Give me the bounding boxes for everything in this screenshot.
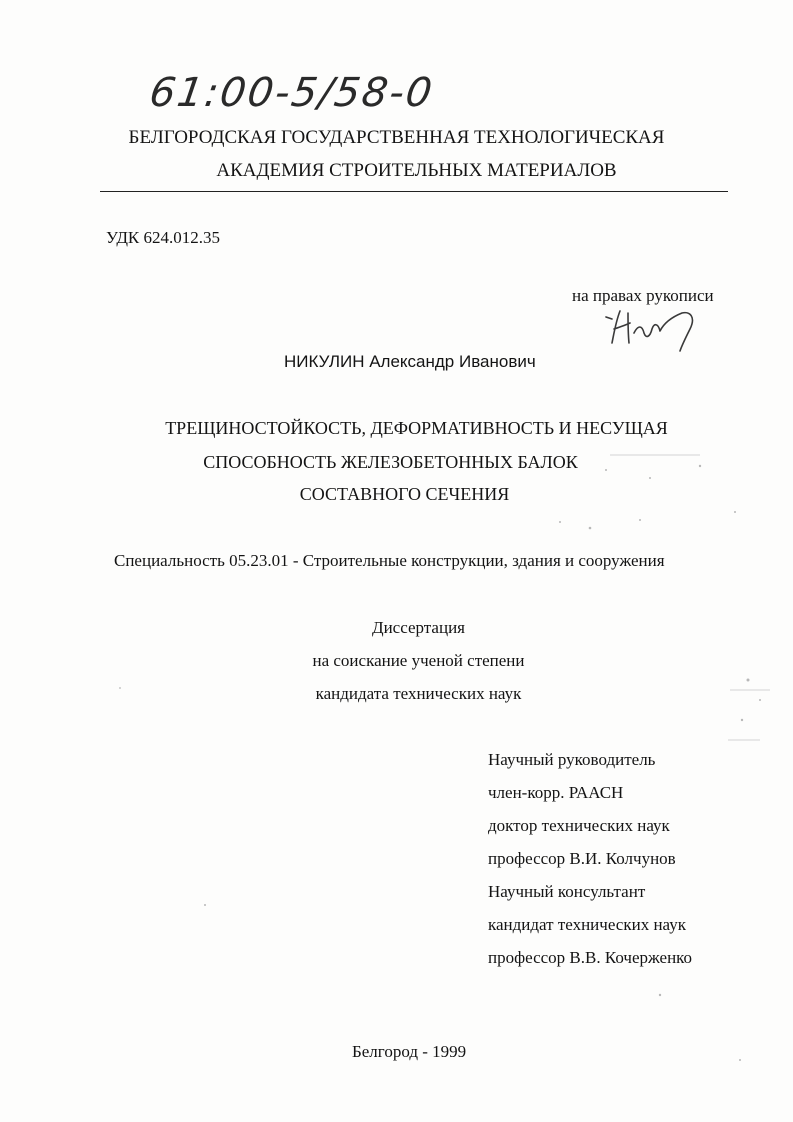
advisor-line: профессор В.В. Кочерженко xyxy=(488,948,693,967)
city-year: Белгород - 1999 xyxy=(352,1042,467,1061)
dissertation-line-2: на соискание ученой степени xyxy=(312,651,525,670)
advisor-line: член-корр. РААСН xyxy=(488,783,624,802)
dissertation-line-3: кандидата технических наук xyxy=(315,684,522,703)
udc-code: УДК 624.012.35 xyxy=(106,228,221,247)
dissertation-line-1: Диссертация xyxy=(371,618,465,637)
title-line-2: СПОСОБНОСТЬ ЖЕЛЕЗОБЕТОННЫХ БАЛОК xyxy=(203,452,578,472)
title-line-1: ТРЕЩИНОСТОЙКОСТЬ, ДЕФОРМАТИВНОСТЬ И НЕСУЩАЯ xyxy=(165,418,668,438)
handwritten-signature xyxy=(598,303,708,353)
header-divider xyxy=(100,191,728,192)
archive-code-handwritten: 61:00-5/58-0 xyxy=(146,70,437,116)
organization-line-2: АКАДЕМИЯ СТРОИТЕЛЬНЫХ МАТЕРИАЛОВ xyxy=(216,160,617,181)
title-line-3: СОСТАВНОГО СЕЧЕНИЯ xyxy=(299,484,510,504)
advisors-block xyxy=(488,749,692,980)
rights-note: на правах рукописи xyxy=(572,286,714,305)
advisor-line: Научный консультант xyxy=(488,882,646,901)
advisor-line: кандидат технических наук xyxy=(488,915,686,934)
author-name: НИКУЛИН Александр Иванович xyxy=(284,352,536,371)
advisor-line: профессор В.И. Колчунов xyxy=(488,849,676,868)
advisor-line: Научный руководитель xyxy=(488,750,656,769)
organization-line-1: БЕЛГОРОДСКАЯ ГОСУДАРСТВЕННАЯ ТЕХНОЛОГИЧЕСКАЯ xyxy=(128,127,665,148)
advisor-line: доктор технических наук xyxy=(488,816,670,835)
specialty: Специальность 05.23.01 - Строительные конструкции, здания и сооружения xyxy=(114,551,665,570)
